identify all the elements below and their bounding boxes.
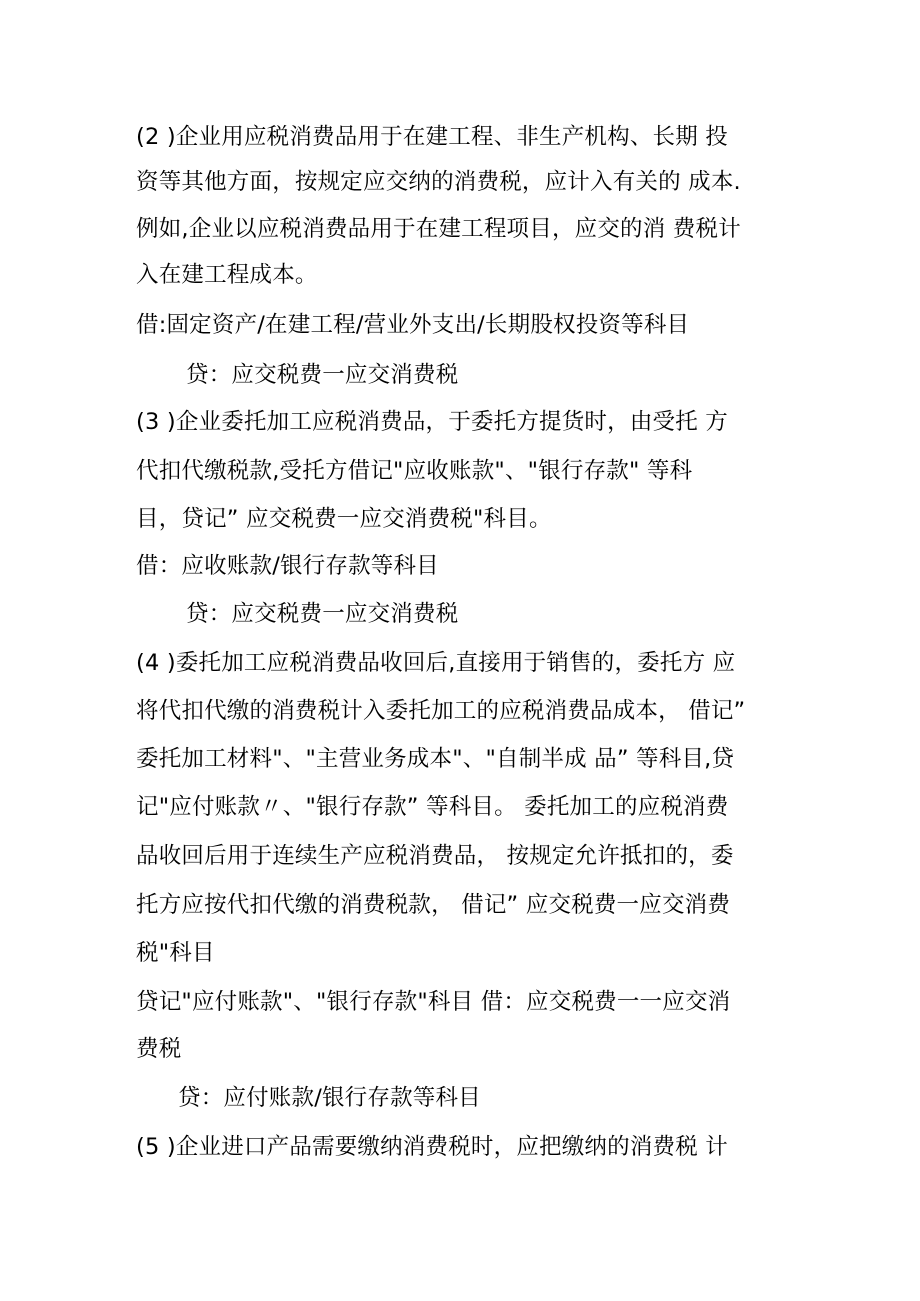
text-line-8: 代扣代缴税款,受托方借记"应收账款"、"银行存款" 等科: [136, 458, 693, 484]
text-line-10: 借：应收账款/银行存款等科目: [136, 553, 439, 579]
text-line-20: 费税: [136, 1036, 182, 1062]
text-line-11: 贷：应交税费一应交消费税: [186, 601, 459, 627]
text-line-14: 委托加工材料"、"主营业务成本"、"自制半成 品” 等科目,贷: [136, 746, 735, 772]
text-line-3: 例如,企业以应税消费品用于在建工程项目，应交的消 费税计: [136, 216, 741, 242]
text-line-5: 借:固定资产/在建工程/营业外支出/长期股权投资等科目: [136, 312, 690, 338]
text-line-22: (5 )企业进口产品需要缴纳消费税时，应把缴纳的消费税 计: [136, 1134, 728, 1160]
text-line-17: 托方应按代扣代缴的消费税款， 借记” 应交税费一应交消费: [136, 892, 731, 918]
text-line-6: 贷：应交税费一应交消费税: [186, 362, 459, 388]
text-line-2: 资等其他方面，按规定应交纳的消费税，应计入有关的 成本.: [136, 169, 741, 195]
text-line-13: 将代扣代缴的消费税计入委托加工的应税消费品成本， 借记”: [136, 698, 746, 724]
text-line-12: (4 )委托加工应税消费品收回后,直接用于销售的，委托方 应: [136, 650, 736, 676]
text-line-9: 目，贷记” 应交税费一应交消费税"科目。: [136, 506, 552, 532]
text-line-1: (2 )企业用应税消费品用于在建工程、非生产机构、长期 投: [136, 124, 728, 150]
text-line-7: (3 )企业委托加工应税消费品，于委托方提货时，由受托 方: [136, 409, 728, 435]
text-line-18: 税"科目: [136, 940, 215, 966]
text-line-19: 贷记"应付账款"、"银行存款"科目 借：应交税费一一应交消: [136, 989, 731, 1015]
text-line-16: 品收回后用于连续生产应税消费品， 按规定允许抵扣的，委: [136, 843, 734, 869]
text-line-4: 入在建工程成本。: [136, 262, 318, 288]
text-line-21: 贷：应付账款/银行存款等科目: [178, 1085, 481, 1111]
text-line-15: 记"应付账款〃、"银行存款” 等科目。 委托加工的应税消费: [136, 794, 729, 820]
